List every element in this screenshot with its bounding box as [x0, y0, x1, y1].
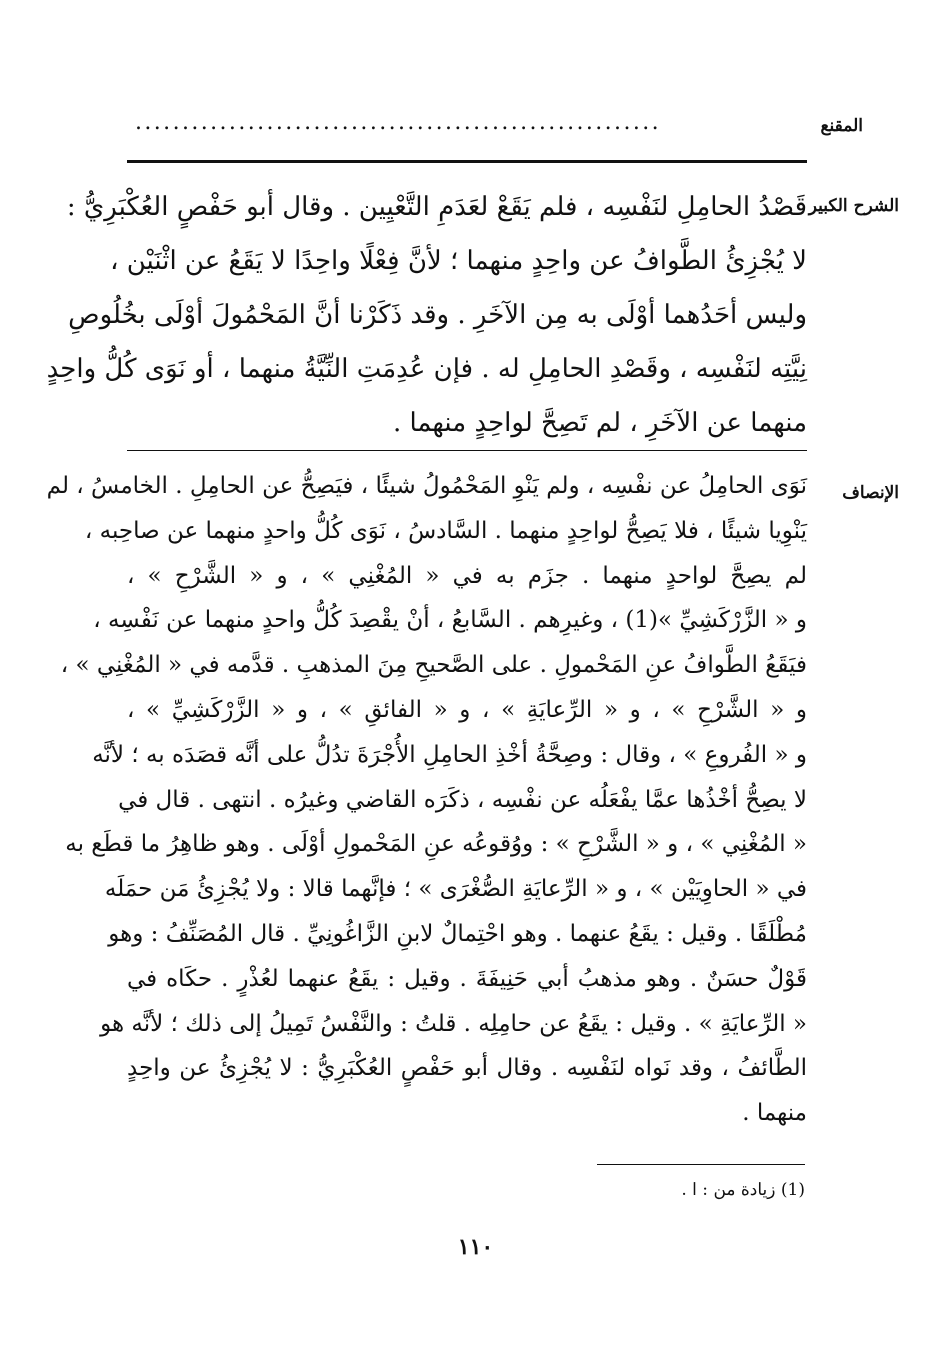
text-line: و « الزَّرْكَشِيِّ »(1) ، وغيرِهم . السَّابعُ ، أنْ يقْصِدَ كُلُّ واحدٍ منهما عن نَفْسِه ، — [93, 607, 807, 634]
text-line: منهما عن الآخَرِ ، لم تَصِحَّ لواحِدٍ منهما . — [392, 408, 807, 438]
footnote: (1) زيادة من : ا . — [681, 1180, 805, 1200]
text-line: و « الفُروعِ » ، وقال : وصِحَّةُ أخْذِ الحامِلِ الأُجْرَةَ تدُلُّ على أنَّه قصَدَه به ؛ لأنَّه — [92, 741, 807, 768]
page-number: ١١٠ — [457, 1234, 494, 1260]
sharh-text — [46, 180, 807, 450]
text-line: في « الحاوِيَيْن » ، و « الرِّعايَةِ الصُّغْرَى » ؛ فإنَّهما قالا : ولا يُجْزِئُ مَن حمَلَه — [104, 876, 807, 903]
section-divider — [127, 450, 807, 451]
text-line: مُطْلَقًا . وقيل : يقَعُ عنهما . وهو احْتِمالٌ لابنِ الزَّاغُونِيِّ . قال المُصَنِّفُ : وهو — [108, 920, 807, 947]
text-line: و « الشَّرْحِ » ، و « الرِّعايَةِ » ، و « الفائقِ » ، و « الزَّرْكَشِيِّ » ، — [127, 696, 807, 723]
footnote-rule — [597, 1164, 805, 1165]
text-line: نِيَّتِه لنَفْسِه ، وقَصْدِ الحامِلِ له . فإن عُدِمَتِ النِّيَّةُ منهما ، أو نَوَى كُلُّ واحِدٍ — [46, 354, 807, 384]
text-line: لا يصِحُّ أخْذُها عمَّا يفْعَلُه عن نفْسِه ، ذكَرَه القاضي وغيرُه . انتهى . قال في — [118, 786, 807, 813]
text-line: « الرِّعايَةِ » . وقيل : يقَعُ عن حامِلِه . قلتُ : والنَّفْسُ تَمِيلُ إلى ذلك ؛ لأنَّه هو — [100, 1010, 807, 1037]
text-line: قَوْلٌ حسَنٌ . وهو مذهبُ أبي حَنِيفَةَ . وقيل : يقَعُ عنهما لعُذْرٍ . حكَاه في — [127, 965, 807, 992]
text-line: نَوَى الحامِلُ عن نفْسِه ، ولم يَنْوِ المَحْمُولُ شيئًا ، فيَصِحُّ عن الحامِلِ . الخامسُ ، لم — [46, 473, 807, 499]
text-line: لم يصِحَّ لواحدٍ منهما . جزَم به في « المُغْنِي » ، و « الشَّرْحِ » ، — [127, 562, 807, 589]
text-line: منهما . — [742, 1100, 807, 1127]
text-line: الطَّائفُ ، وقد نَواه لنَفْسِه . وقال أبو حَفْصٍ العُكْبَرِيُّ : لا يُجْزِئُ عن واحِدٍ — [127, 1055, 807, 1082]
text-line: فيَقَعُ الطَّوافُ عنِ المَحْمولِ . على الصَّحيحِ مِنَ المذهبِ . قدَّمه في « المُغْنِي » ، — [60, 652, 807, 679]
text-line: يَنْوِيا شيئًا ، فلا يَصِحُّ لواحِدٍ منهما . السَّادسُ ، نَوَى كُلُّ واحدٍ منهما عن صاحِبه ، — [84, 517, 807, 544]
header-rule — [127, 160, 807, 163]
side-label-insaf: الإنصاف — [842, 483, 899, 503]
text-line: لا يُجْزِئُ الطَّوافُ عن واحِدٍ منهما ؛ لأنَّ فِعْلًا واحِدًا لا يَقَعُ عن اثْنَيْن ، — [110, 246, 807, 276]
text-line: قَصْدُ الحامِلِ لنَفْسِه ، فلم يَقَعْ لعَدَمِ التَّعْيِين . وقال أبو حَفْصٍ العُكْبَرِيُّ : — [66, 192, 807, 222]
running-title: المقنع — [820, 116, 863, 136]
header-dot-leader: ........................................................ — [135, 110, 662, 135]
text-line: وليس أحَدُهما أوْلَى به مِن الآخَرِ . وقد ذَكَرْنا أنَّ المَحْمُولَ أوْلَى بخُلُوصِ — [68, 300, 807, 330]
text-line: « المُغْنِي » ، و « الشَّرْحِ » : ووُقوعُه عنِ المَحْمولِ أوْلَى . وهو ظاهِرُ ما قطَع به — [65, 831, 807, 858]
insaf-text — [46, 464, 807, 1136]
side-label-sharh: الشرح الكبير — [808, 196, 899, 216]
